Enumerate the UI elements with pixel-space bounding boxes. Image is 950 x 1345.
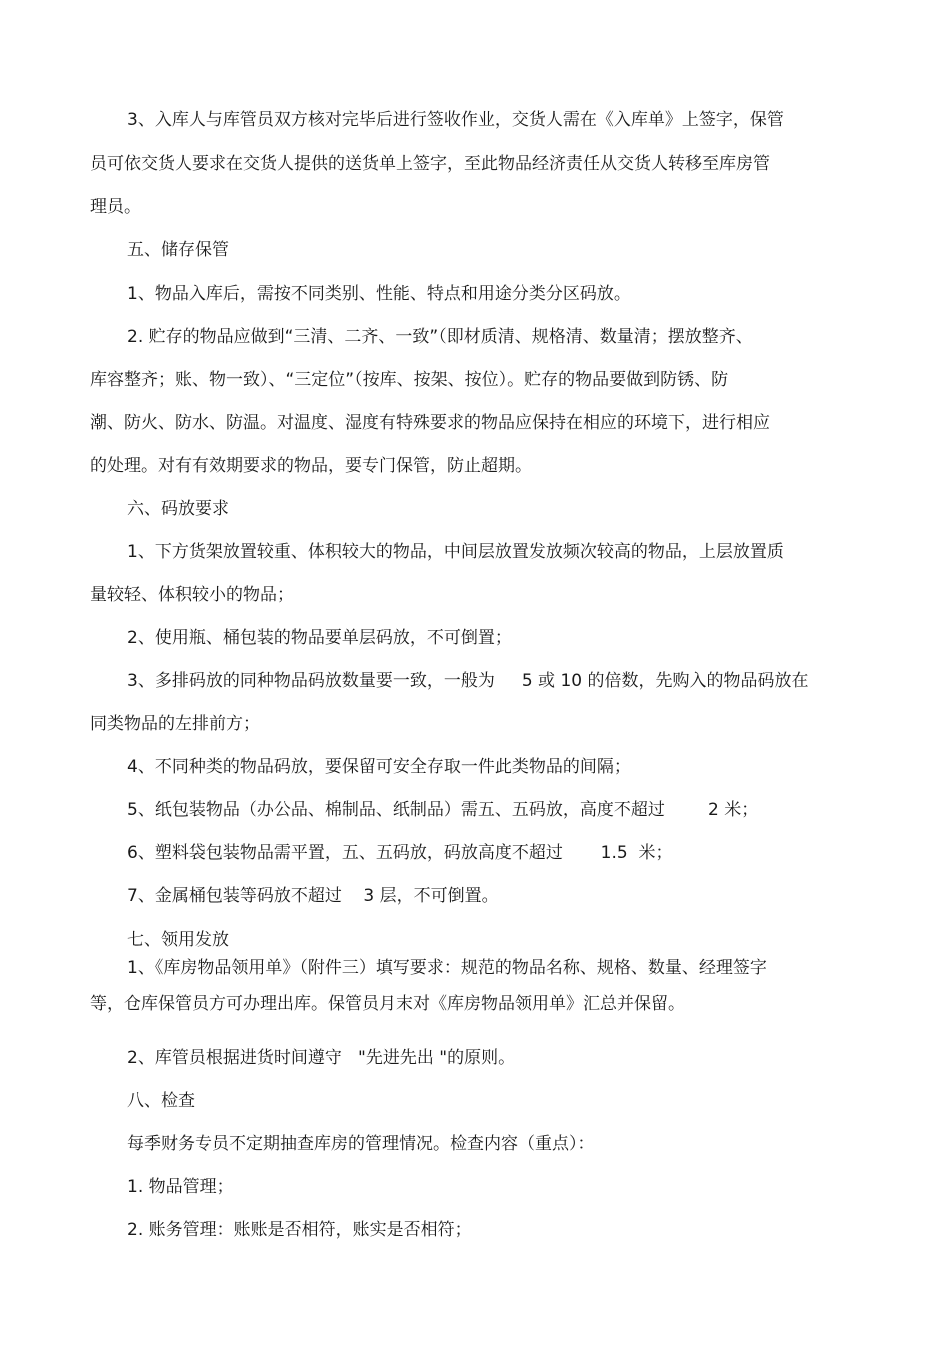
- paragraph-line: 3、多排码放的同种物品码放数量要一致，一般为 5 或 10 的倍数，先购入的物品码放在: [127, 671, 809, 691]
- section-heading: 五、储存保管: [127, 240, 229, 260]
- section-heading: 八、检查: [127, 1091, 195, 1111]
- paragraph-line: 的处理。对有有效期要求的物品，要专门保管，防止超期。: [90, 456, 532, 476]
- paragraph-line: 1、下方货架放置较重、体积较大的物品，中间层放置发放频次较高的物品，上层放置质: [127, 542, 784, 562]
- paragraph-line: 5、纸包装物品（办公品、棉制品、纸制品）需五、五码放，高度不超过 2 米；: [127, 800, 759, 820]
- paragraph-line: 3、入库人与库管员双方核对完毕后进行签收作业，交货人需在《入库单》上签字，保管: [127, 110, 784, 130]
- section-heading: 七、领用发放: [127, 930, 229, 950]
- paragraph-line: 每季财务专员不定期抽查库房的管理情况。检查内容（重点）：: [127, 1134, 595, 1154]
- paragraph-line: 1、物品入库后，需按不同类别、性能、特点和用途分类分区码放。: [127, 284, 631, 304]
- paragraph-line: 4、不同种类的物品码放，要保留可安全存取一件此类物品的间隔；: [127, 757, 631, 777]
- paragraph-line: 1. 物品管理；: [127, 1177, 234, 1197]
- paragraph-line: 理员。: [90, 197, 141, 217]
- paragraph-line: 7、金属桶包装等码放不超过 3 层，不可倒置。: [127, 886, 499, 906]
- paragraph-line: 等，仓库保管员方可办理出库。保管员月末对《库房物品领用单》汇总并保留。: [90, 994, 685, 1014]
- paragraph-line: 潮、防火、防水、防温。对温度、湿度有特殊要求的物品应保持在相应的环境下，进行相应: [90, 413, 770, 433]
- paragraph-line: 同类物品的左排前方；: [90, 714, 260, 734]
- paragraph-line: 6、塑料袋包装物品需平置，五、五码放，码放高度不超过 1.5 米；: [127, 843, 673, 863]
- paragraph-line: 1、《库房物品领用单》（附件三）填写要求：规范的物品名称、规格、数量、经理签字: [127, 958, 767, 978]
- paragraph-line: 2、库管员根据进货时间遵守 "先进先出 "的原则。: [127, 1048, 516, 1068]
- paragraph-line: 员可依交货人要求在交货人提供的送货单上签字，至此物品经济责任从交货人转移至库房管: [90, 154, 770, 174]
- paragraph-line: 2. 账务管理：账账是否相符，账实是否相符；: [127, 1220, 472, 1240]
- paragraph-line: 量较轻、体积较小的物品；: [90, 585, 294, 605]
- paragraph-line: 库容整齐；账、物一致）、“三定位”（按库、按架、按位）。贮存的物品要做到防锈、防: [90, 370, 729, 390]
- section-heading: 六、码放要求: [127, 499, 229, 519]
- paragraph-line: 2. 贮存的物品应做到“三清、二齐、一致”（即材质清、规格清、数量清；摆放整齐、: [127, 327, 753, 347]
- paragraph-line: 2、使用瓶、桶包装的物品要单层码放，不可倒置；: [127, 628, 512, 648]
